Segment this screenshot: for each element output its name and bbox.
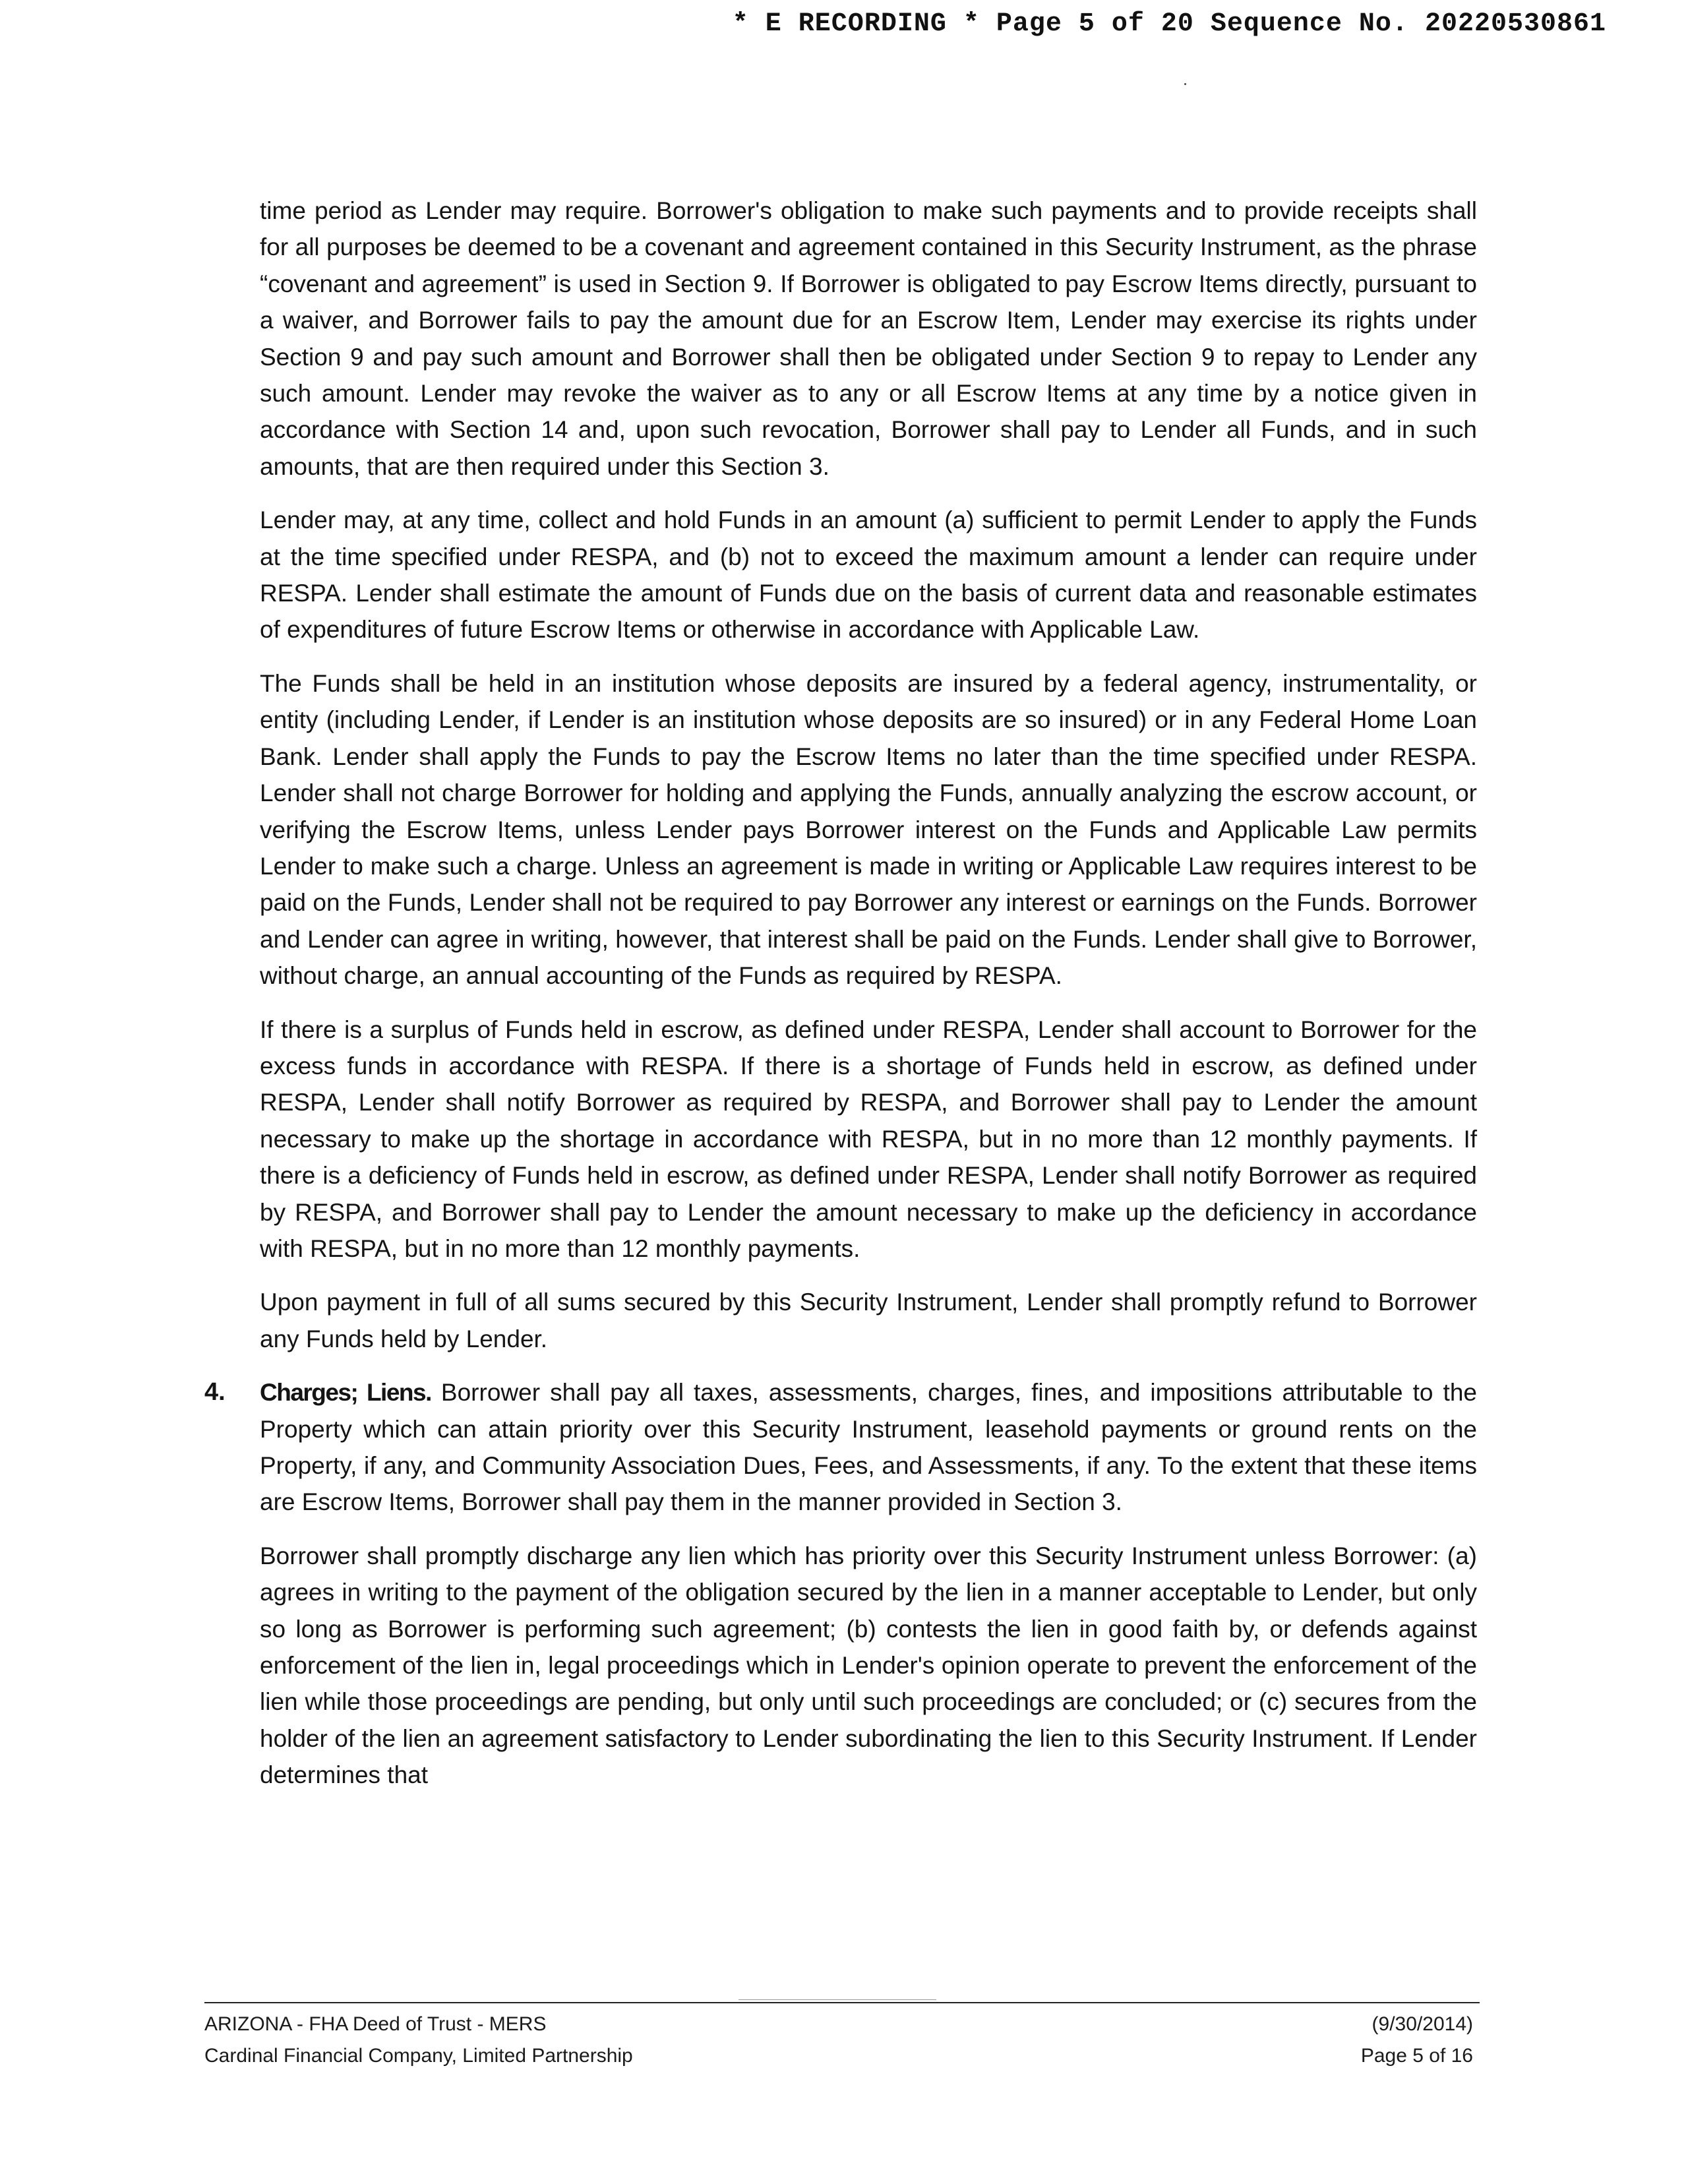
document-body <box>204 193 1477 1811</box>
footer-right <box>1361 2009 1473 2072</box>
section-text: Borrower shall pay all taxes, assessments, charges, fines, and impositions attributable to the Property which can attain priority over this Security Instrument, leasehold payments or ground rents on the Property, if any, and Community Association Dues, Fees, and Assessments, if any. To the extent that these items are Escrow Items, Borrower shall pay them in the manner provided in Section 3. <box>260 1379 1477 1516</box>
paragraph-refund: Upon payment in full of all sums secured by this Security Instrument, Lender shall promptly refund to Borrower any Funds held by Lender. <box>260 1289 1477 1352</box>
section-number: 4. <box>204 1378 226 1407</box>
footer-form-title: ARIZONA - FHA Deed of Trust - MERS <box>204 2013 547 2035</box>
paragraph-surplus-shortage: If there is a surplus of Funds held in escrow, as defined under RESPA, Lender shall account to Borrower for the excess funds in accordance with RESPA. If there is a shortage of Funds held in escrow, as defined under RESPA, Lender shall notify Borrower as required by RESPA, and Borrower shall pay to Lender the amount necessary to make up the shortage in accordance with RESPA, but in no more than 12 monthly payments. If there is a deficiency of Funds held in escrow, as defined under RESPA, Lender shall notify Borrower as required by RESPA, and Borrower shall pay to Lender the amount necessary to make up the deficiency in accordance with RESPA, but in no more than 12 monthly payments. <box>260 1016 1477 1262</box>
paragraph-escrow-waiver: time period as Lender may require. Borrower's obligation to make such payments and to provide receipts shall for all purposes be deemed to be a covenant and agreement contained in this Security Instrument, as the phrase “covenant and agreement” is used in Section 9. If Borrower is obligated to pay Escrow Items directly, pursuant to a waiver, and Borrower fails to pay the amount due for an Escrow Item, Lender may exercise its rights under Section 9 and pay such amount and Borrower shall then be obligated under Section 9 to repay to Lender any such amount. Lender may revoke the waiver as to any or all Escrow Items at any time by a notice given in accordance with Section 14 and, upon such revocation, Borrower shall pay to Lender all Funds, and in such amounts, that are then required under this Section 3. <box>260 197 1477 480</box>
section-4 <box>204 1374 1477 1521</box>
scan-speck <box>1184 83 1186 85</box>
footer-company: Cardinal Financial Company, Limited Partnership <box>204 2045 633 2067</box>
footer-left <box>204 2009 633 2072</box>
paragraph-funds-held: The Funds shall be held in an institution whose deposits are insured by a federal agency, instrumentality, or entity (including Lender, if Lender is an institution whose deposits are so insured) or in any Federal Home Loan Bank. Lender shall apply the Funds to pay the Escrow Items no later than the time specified under RESPA. Lender shall not charge Borrower for holding and applying the Funds, annually analyzing the escrow account, or verifying the Escrow Items, unless Lender pays Borrower interest on the Funds and Applicable Law permits Lender to make such a charge. Unless an agreement is made in writing or Applicable Law requires interest to be paid on the Funds, Lender shall not be required to pay Borrower any interest or earnings on the Funds. Borrower and Lender can agree in writing, however, that interest shall be paid on the Funds. Lender shall give to Borrower, without charge, an annual accounting of the Funds as required by RESPA. <box>260 669 1477 990</box>
footer-rule-faint <box>738 1999 936 2000</box>
paragraph-discharge-lien: Borrower shall promptly discharge any lien which has priority over this Security Instrument unless Borrower: (a) agrees in writing to the payment of the obligation secured by the lien in a manner acceptable to Lender, but only so long as Borrower is performing such agreement; (b) contests the lien in good faith by, or defends against enforcement of the lien in, legal proceedings which in Lender's opinion operate to prevent the enforcement of the lien while those proceedings are pending, but only until such proceedings are concluded; or (c) secures from the holder of the lien an agreement satisfactory to Lender subordinating the lien to this Security Instrument. If Lender determines that <box>260 1542 1477 1789</box>
footer-form-date: (9/30/2014) <box>1372 2013 1473 2035</box>
section-heading: Charges; Liens. <box>260 1379 431 1407</box>
paragraph-collect-funds: Lender may, at any time, collect and hold Funds in an amount (a) sufficient to permit Lender to apply the Funds at the time specified under RESPA, and (b) not to exceed the maximum amount a lender can require under RESPA. Lender shall estimate the amount of Funds due on the basis of current data and reasonable estimates of expenditures of future Escrow Items or otherwise in accordance with Applicable Law. <box>260 506 1477 644</box>
footer-rule <box>204 2002 1480 2003</box>
recording-header: * E RECORDING * Page 5 of 20 Sequence No. 20220530861 <box>732 9 1606 39</box>
footer-page-number: Page 5 of 16 <box>1360 2045 1473 2067</box>
